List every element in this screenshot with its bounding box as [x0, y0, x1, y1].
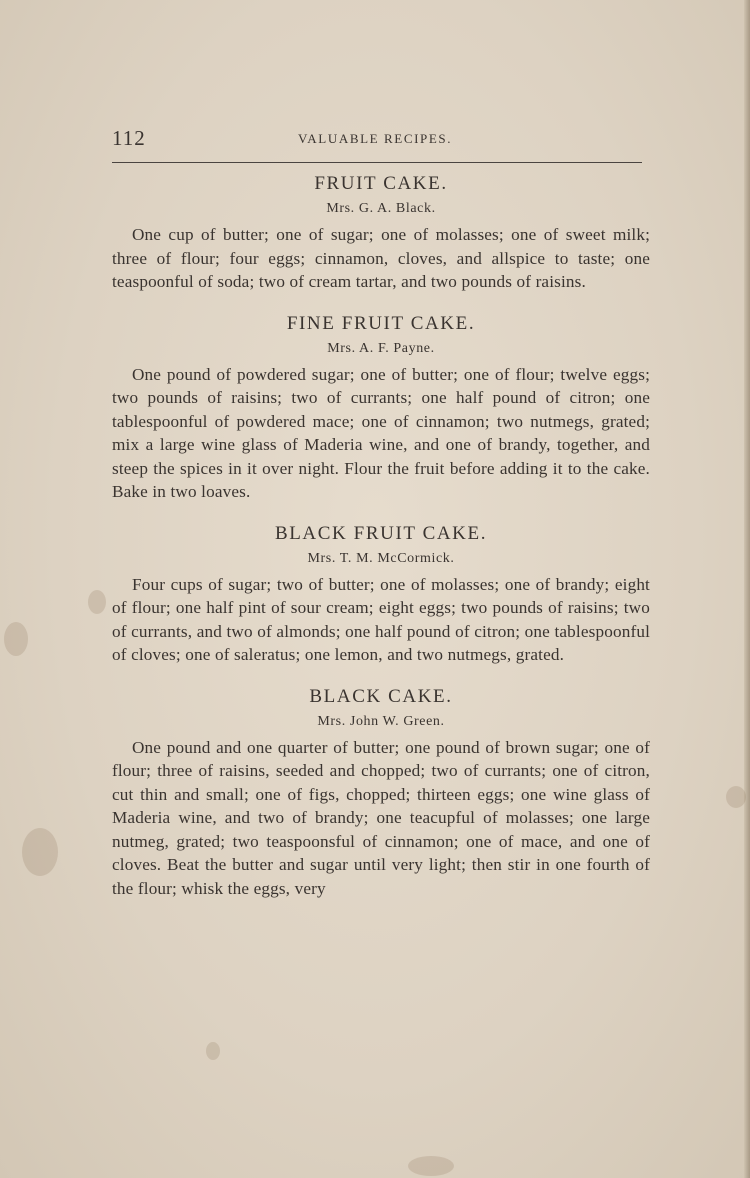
page-number: 112	[112, 126, 146, 150]
header-rule	[112, 162, 642, 163]
foxing-stain	[4, 622, 28, 656]
recipe-author: Mrs. G. A. Black.	[326, 201, 436, 216]
recipe-author: Mrs. John W. Green.	[317, 713, 445, 729]
foxing-stain	[88, 590, 106, 614]
recipe-body: Four cups of sugar; two of butter; one of molasses; one of brandy; eight of flour; one half pint of sour cream; eight eggs; two pounds of raisins; two of currants, and two of almonds; one half pound of citron; one tablespoonful of cloves; one of saleratus; one lemon, and two nutmegs, grated.	[112, 574, 650, 664]
recipe-body: One cup of butter; one of sugar; one of molasses; one of sweet milk; three of flour; four eggs; cinnamon, cloves, and allspice to taste; one teaspoonful of soda; two of cream tartar, and two pounds of raisins.	[112, 225, 650, 291]
recipe-fruit-cake	[112, 170, 650, 294]
foxing-stain	[22, 828, 58, 876]
recipe-body: One pound of powdered sugar; one of butter; one of flour; twelve eggs; two pounds of raisins; two of currants; one half pound of citron; one tablespoonful of powdered mace; one of cinnamon; two nutmegs, grated; mix a large wine glass of Maderia wine, and one of brandy, together, and steep the spices in it over night. Flour the fruit before adding it to the cake. Bake in two loaves.	[112, 364, 650, 501]
recipe-fine-fruit-cake	[112, 310, 650, 504]
recipe-title: BLACK FRUIT CAKE.	[274, 522, 488, 544]
recipe-black-cake	[112, 683, 650, 901]
page-edge	[744, 0, 750, 1178]
recipe-list	[112, 170, 650, 900]
running-head: VALUABLE RECIPES.	[298, 131, 453, 146]
recipe-black-fruit-cake	[112, 520, 650, 667]
recipe-title: BLACK CAKE.	[309, 685, 453, 707]
recipe-title: FINE FRUIT CAKE.	[286, 312, 476, 334]
recipe-title: FRUIT CAKE.	[314, 173, 448, 194]
foxing-stain	[206, 1042, 220, 1060]
recipe-author: Mrs. T. M. McCormick.	[307, 550, 455, 566]
recipe-body: One pound and one quarter of butter; one pound of brown sugar; one of flour; three of raisins, seeded and chopped; two of currants; one of citron, cut thin and small; one of figs, chopped; thirteen eggs; one wine glass of Maderia wine, and two of brandy; one teacupful of molasses; one large nutmeg, grated; two teaspoonsful of cinnamon; one of mace, and one of cloves. Beat the butter and sugar until very light; then stir in one fourth of the flour; whisk the eggs, very	[112, 737, 650, 898]
foxing-stain	[408, 1156, 454, 1176]
recipe-author: Mrs. A. F. Payne.	[327, 340, 435, 356]
page-header	[112, 126, 642, 152]
foxing-stain	[726, 786, 746, 808]
